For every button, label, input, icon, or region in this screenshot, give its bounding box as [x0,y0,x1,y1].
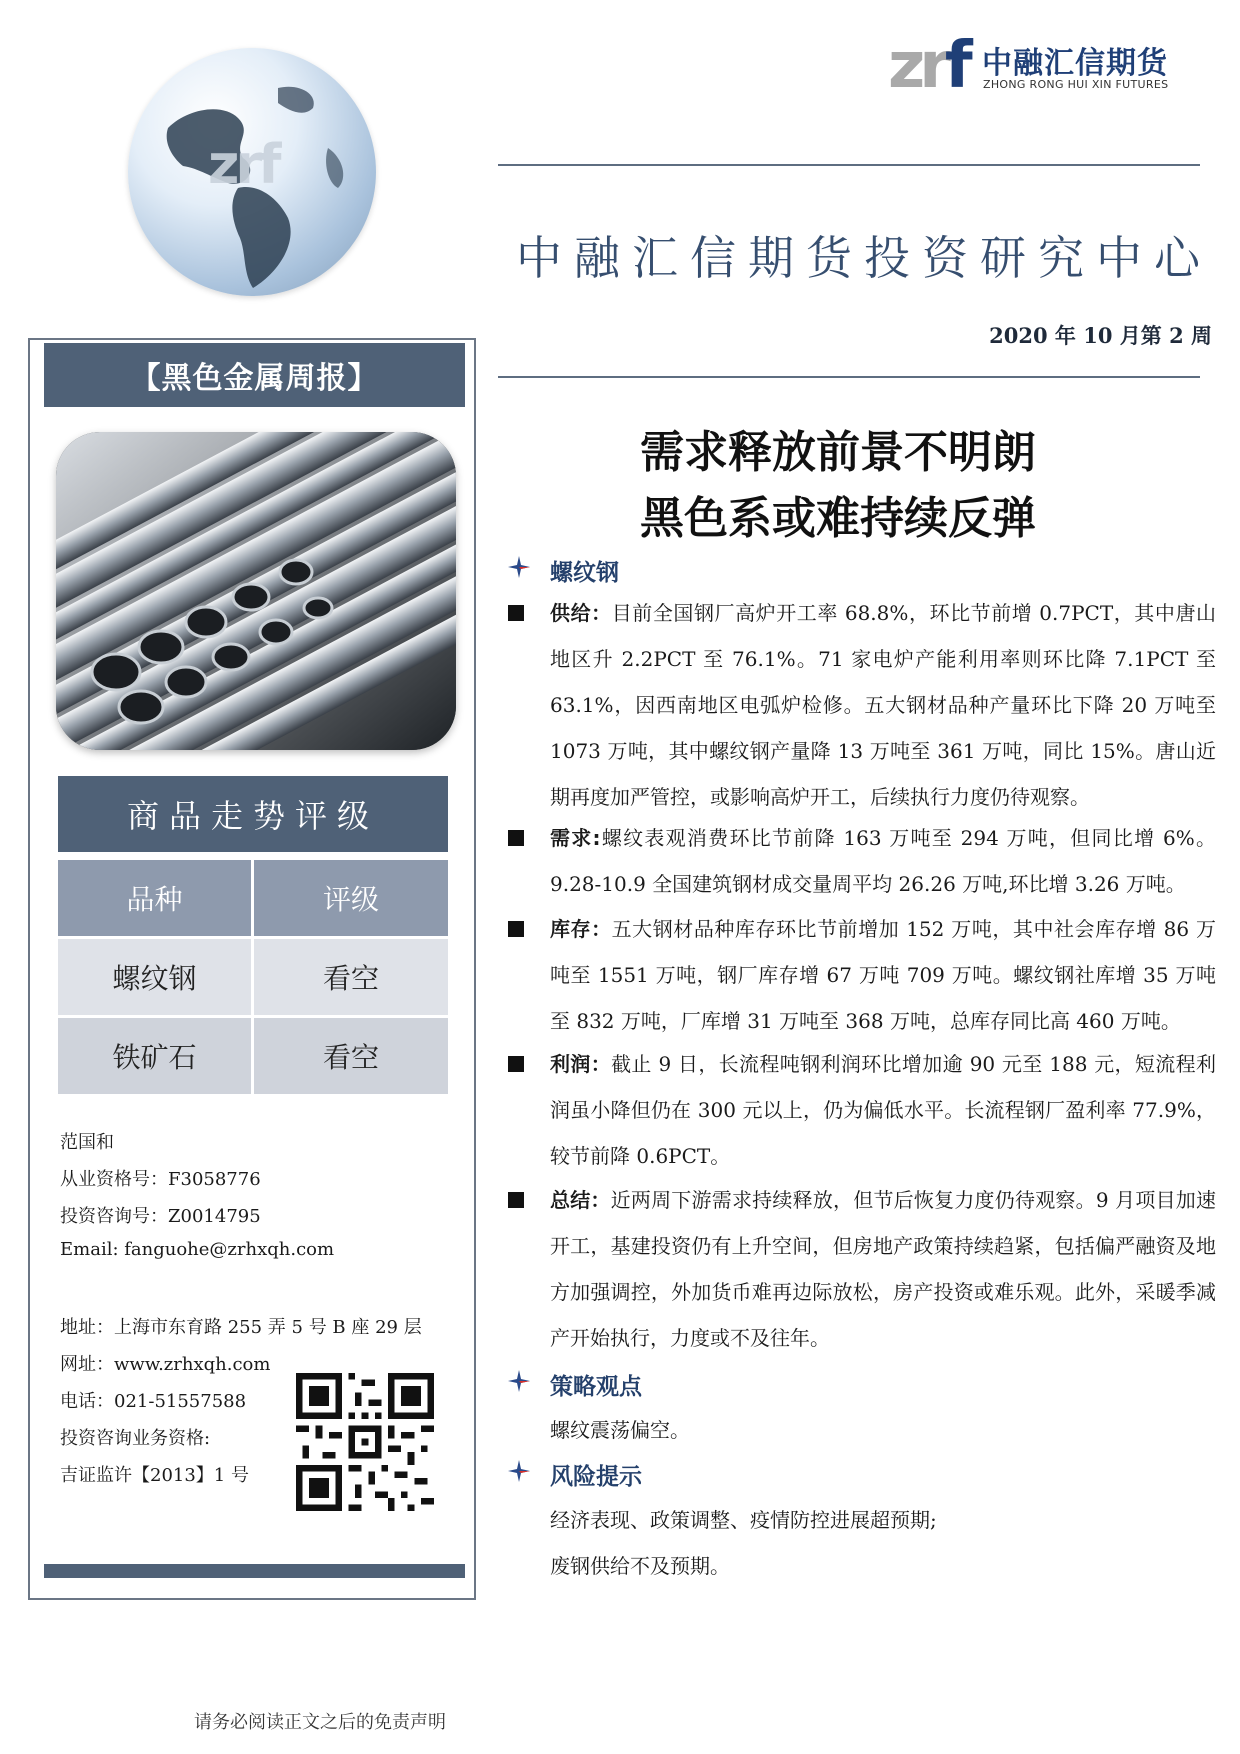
sidebar-bottom-bar [44,1564,465,1578]
rebar-profit [550,1041,1216,1179]
item-label: 利润： [550,1052,612,1076]
company-phone: 电话：021-51557588 [60,1391,247,1412]
item-label: 需求: [550,826,601,850]
item-text: 五大钢材品种库存环比节前增加 152 万吨，其中社会库存增 86 万吨至 1551 万吨，钢厂库存增 67 万吨 709 万吨。螺纹钢社库增 35 万吨至 832 万吨，厂库增 31 万吨至 368 万吨，总库存同比高 460 万吨。 [550,917,1216,1033]
header-rule-top [498,164,1200,166]
rating-row [58,936,448,1015]
section-star-icon [508,556,530,578]
rating-header-item: 品种 [58,860,254,936]
brand-mark: zrf [888,29,967,103]
bullet-square [508,605,524,621]
risk-line-1: 经济表现、政策调整、疫情防控进展超预期; [550,1508,937,1532]
item-label: 库存： [550,917,612,941]
rating-table [58,860,448,1094]
item-text: 近两周下游需求持续释放，但节后恢复力度仍待观察。9 月项目加速开工，基建投资仍有上升空间，但房地产政策持续趋紧，包括偏严融资及地方加强调控，外加货币难再边际放松，房产投资或难乐观。此外，采暖季减产开始执行，力度或不及往年。 [550,1188,1216,1350]
research-center-title: 中融汇信期货投资研究中心 [516,231,1212,285]
rating-item: 螺纹钢 [58,936,254,1015]
rating-header-rating: 评级 [254,860,448,936]
rating-title: 商品走势评级 [58,776,448,852]
item-text: 截止 9 日，长流程吨钢利润环比增加逾 90 元至 188 元，短流程利润虽小降但仍在 300 元以上，仍为偏低水平。长流程钢厂盈利率 77.9%，较节前降 0.6PCT。 [550,1052,1216,1168]
headline [640,420,1036,552]
disclaimer-footer: 请务必阅读正文之后的免责声明 [194,1712,446,1733]
company-website[interactable]: 网址：www.zrhxqh.com [60,1354,271,1375]
analyst-name: 范国和 [60,1132,114,1153]
item-text: 目前全国钢厂高炉开工率 68.8%，环比节前增 0.7PCT，其中唐山地区升 2.2PCT 至 76.1%。71 家电炉产能利用率则环比降 7.1PCT 至 63.1%，因西南地区电弧炉检修。五大钢材品种产量环比下降 20 万吨至 1073 万吨，其中螺纹钢产量降 13 万吨至 361 万吨，同比 15%。唐山近期再度加严管控，或影响高炉开工，后续执行力度仍待观察。 [550,601,1217,809]
license-number: 吉证监许【2013】1 号 [60,1465,249,1486]
pipes-image [56,432,456,750]
bullet-square [508,1056,524,1072]
section-star-icon [508,1370,530,1392]
risk-line-2: 废钢供给不及预期。 [550,1554,730,1578]
section-star-icon [508,1460,530,1482]
brand-logo [888,29,1208,103]
bullet-square [508,1192,524,1208]
qr-code-icon [296,1373,434,1511]
rating-value: 看空 [254,1015,448,1094]
item-text: 螺纹表观消费环比节前降 163 万吨至 294 万吨，但同比增 6%。9.28-10.9 全国建筑钢材成交量周平均 26.26 万吨,环比增 3.26 万吨。 [550,826,1216,896]
brand-name-cn: 中融汇信期货 [982,46,1168,81]
globe-logo: zrf [208,133,278,196]
item-label: 总结： [550,1188,611,1212]
headline-line-1: 需求释放前景不明朗 [640,427,1036,478]
bullet-square [508,921,524,937]
bullet-square [508,830,524,846]
rating-item: 铁矿石 [58,1015,254,1094]
section-title: 螺纹钢 [550,560,619,586]
rebar-supply [550,590,1216,820]
rebar-summary [550,1177,1216,1361]
analyst-qualification: 从业资格号：F3058776 [60,1169,261,1190]
strategy-text: 螺纹震荡偏空。 [550,1418,690,1442]
report-type-banner: 【黑色金属周报】 [44,343,465,407]
analyst-email[interactable]: Email: fanguohe@zrhxqh.com [60,1239,335,1260]
license-label: 投资咨询业务资格: [60,1428,211,1449]
header-rule-bottom [498,376,1200,378]
rebar-inventory [550,906,1216,1044]
rating-value: 看空 [254,936,448,1015]
globe-icon [128,48,376,296]
brand-name-en: ZHONG RONG HUI XIN FUTURES [983,78,1169,91]
section-title: 策略观点 [550,1374,642,1400]
report-week: 2020 年 10 月第 2 周 [989,323,1212,348]
item-label: 供给： [550,601,612,625]
rating-row [58,1015,448,1094]
headline-line-2: 黑色系或难持续反弹 [640,493,1036,544]
analyst-consult-no: 投资咨询号：Z0014795 [60,1206,261,1227]
company-address: 地址：上海市东育路 255 弄 5 号 B 座 29 层 [60,1317,422,1338]
rebar-demand [550,815,1216,907]
rating-table-header [58,860,448,936]
section-title: 风险提示 [550,1464,642,1490]
